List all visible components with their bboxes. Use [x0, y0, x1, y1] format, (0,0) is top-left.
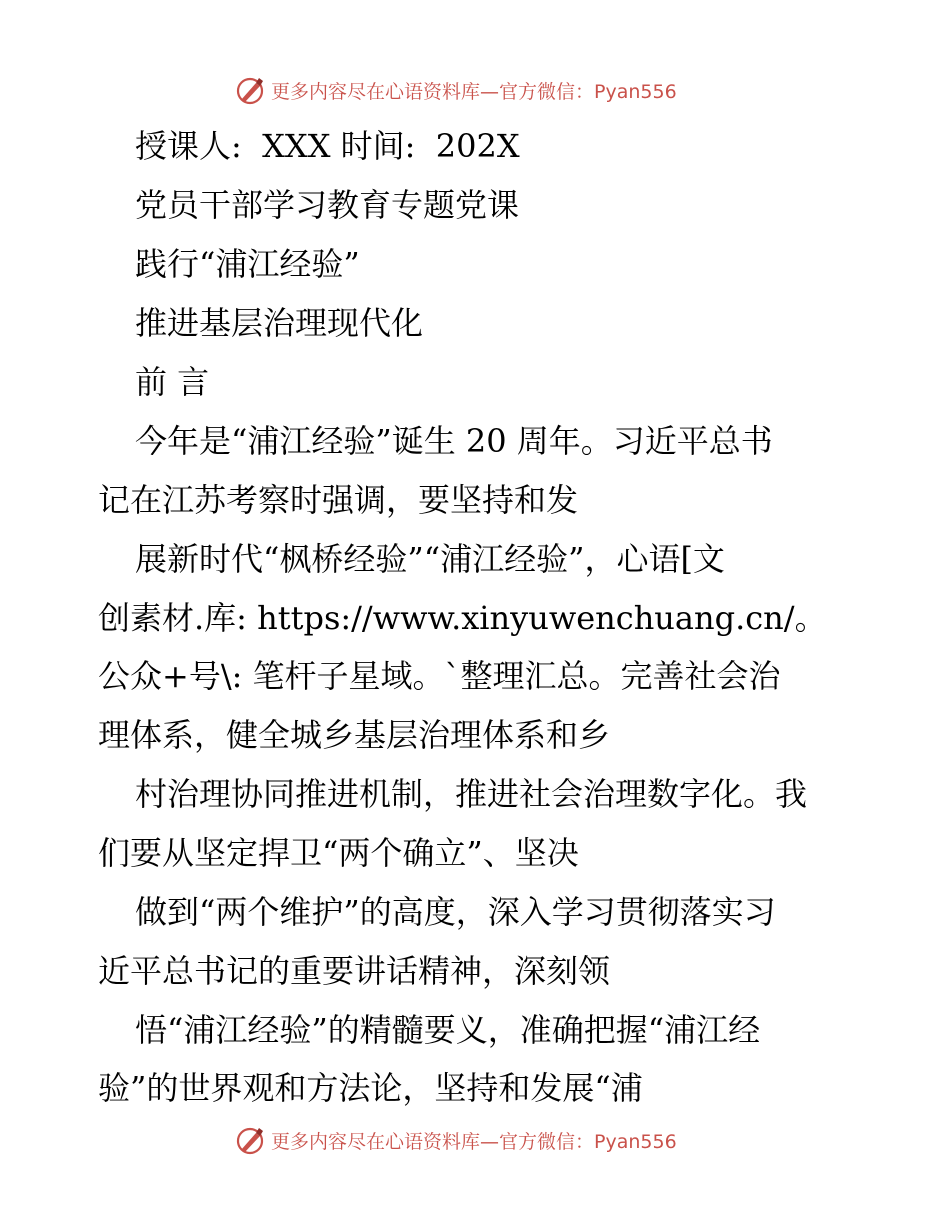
- pen-logo-icon: [235, 74, 267, 106]
- text-line: 践行“浦江经验”: [135, 245, 360, 283]
- footer-banner: [0, 1120, 950, 1160]
- text-line: 授课人: XXX 时间: 202X: [135, 127, 520, 165]
- text-line: 党员干部学习教育专题党课: [135, 186, 520, 224]
- pen-logo-icon: [235, 1124, 267, 1156]
- text-line: 理体系，健全城乡基层治理体系和乡: [98, 716, 611, 754]
- text-line: 做到“两个维护”的高度，深入学习贯彻落实习: [135, 893, 776, 931]
- text-line: 们要从坚定捍卫“两个确立”、坚决: [98, 834, 579, 872]
- text-line: 村治理协同推进机制，推进社会治理数字化。我: [135, 775, 808, 813]
- text-line: 创素材.库: https://www.xinyuwenchuang.cn/。: [98, 599, 827, 637]
- text-line: 前 言: [135, 363, 210, 401]
- header-banner-text: 更多内容尽在心语资料库—官方微信：Pyan556: [271, 80, 677, 103]
- header-banner: [0, 70, 950, 110]
- footer-banner-text: 更多内容尽在心语资料库—官方微信：Pyan556: [271, 1130, 677, 1153]
- text-line: 近平总书记的重要讲话精神，深刻领: [98, 952, 611, 990]
- text-line: 悟“浦江经验”的精髓要义，准确把握“浦江经: [135, 1011, 761, 1049]
- text-line: 展新时代“枫桥经验”“浦江经验”，心语[文: [135, 540, 725, 578]
- text-line: 记在江苏考察时强调，要坚持和发: [98, 481, 579, 519]
- text-line: 验”的世界观和方法论，坚持和发展“浦: [98, 1069, 643, 1107]
- text-line: 推进基层治理现代化: [135, 304, 424, 342]
- text-line: 公众+号\: 笔杆子星域。`整理汇总。完善社会治: [98, 657, 781, 695]
- text-line: 今年是“浦江经验”诞生 20 周年。习近平总书: [135, 422, 773, 460]
